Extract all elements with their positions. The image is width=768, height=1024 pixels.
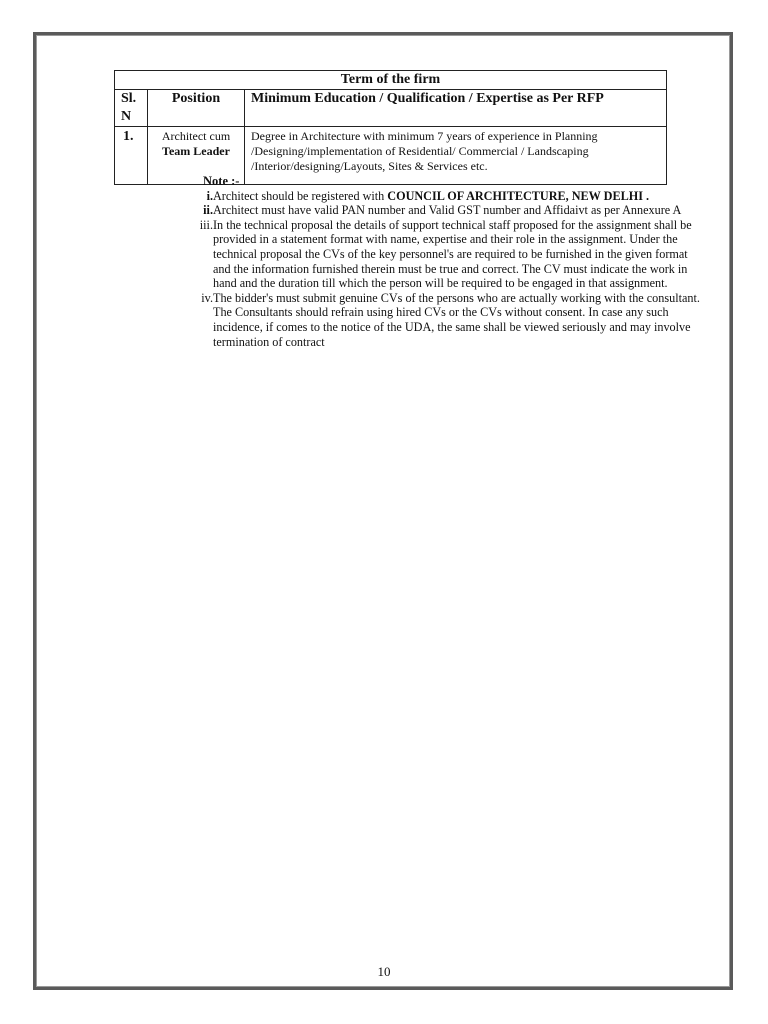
row-sl-no: 1.: [115, 127, 148, 185]
note-number: iv.: [201, 290, 213, 305]
note-text: Architect must have valid PAN number and Valid GST number and Affidaivt as per Annexure A: [213, 203, 682, 218]
note-item: [185, 189, 700, 204]
note-number: i.: [206, 188, 213, 203]
table-title: Term of the firm: [115, 71, 667, 90]
table-header-row: [115, 90, 667, 127]
note-number: ii.: [203, 203, 213, 218]
note-item: [185, 218, 700, 291]
header-minimum-qualification: Minimum Education / Qualification / Expertise as Per RFP: [245, 90, 667, 127]
note-text: [213, 189, 700, 204]
note-text-bold: COUNCIL OF ARCHITECTURE, NEW DELHI .: [387, 188, 650, 203]
note-text: The bidder's must submit genuine CVs of the persons who are actually working with the consultant. The Consultants should refrain using hired CVs or the CVs without consent. In case any such incidence, if comes to the notice of the UDA, the same shall be viewed seriously and may involve termination of contract: [213, 290, 700, 349]
note-item: [185, 291, 700, 349]
row-minimum-qualification: Degree in Architecture with minimum 7 years of experience in Planning /Designing/implementation of Residential/ Commercial / Landscaping /Interior/designing/Layouts, Sites & Services etc.: [245, 127, 667, 185]
position-line-2: Team Leader: [162, 144, 230, 158]
notes-section: [185, 174, 700, 349]
page-number: 10: [377, 964, 391, 979]
note-number: iii.: [199, 217, 213, 232]
note-item: [185, 203, 700, 218]
header-position: Position: [148, 90, 245, 127]
note-text-part: Architect should be registered with: [213, 188, 388, 203]
position-line-1: Architect cum: [161, 129, 231, 143]
table-title-row: [115, 71, 667, 90]
note-label: Note :-: [203, 174, 240, 188]
term-of-firm-table: [114, 70, 667, 185]
header-sl-no: Sl. N: [115, 90, 148, 127]
note-text: In the technical proposal the details of support technical staff proposed for the assignment shall be provided in a statement format with name, expertise and their role in the assignment. Under the technical proposal the CVs of the key personnel's are required to be furnished in the given format and the information furnished therein must be true and correct. The CV must indicate the work in hand and the duration till which the person will be required to be engaged in that assignment.: [213, 217, 692, 291]
